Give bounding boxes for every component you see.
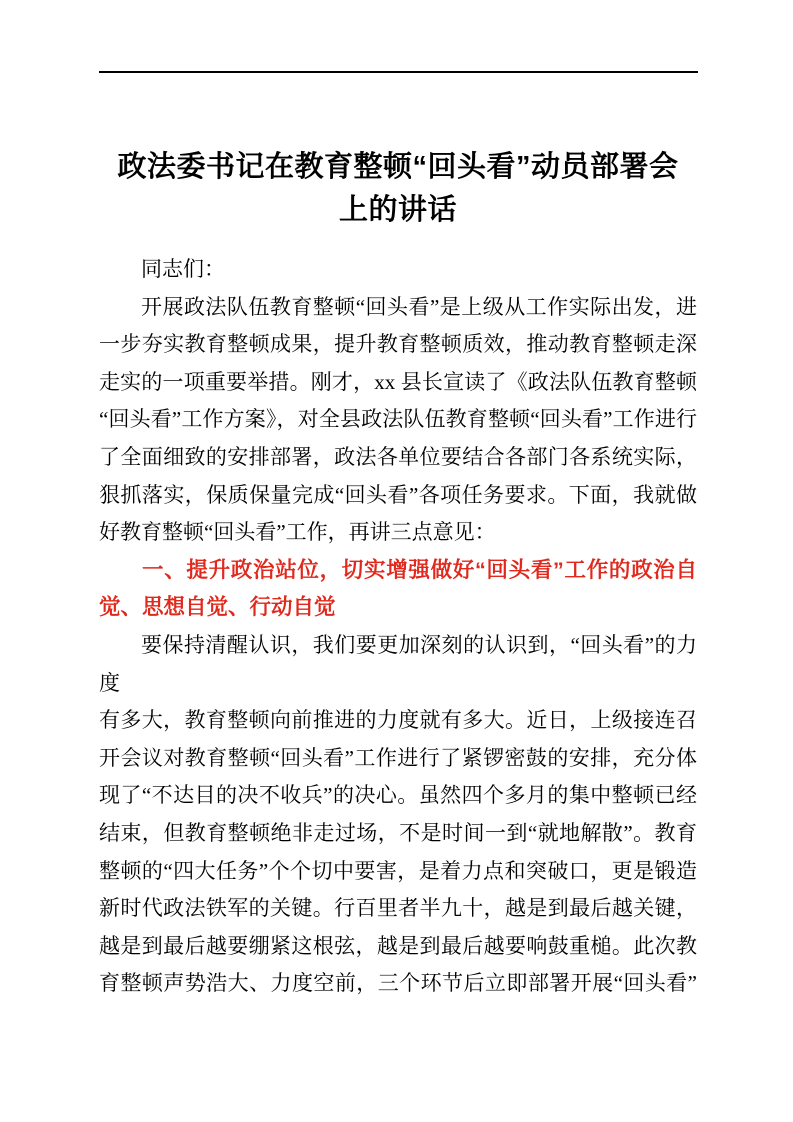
document-body [99, 251, 697, 1003]
text-line: 觉、思想自觉、行动自觉 [99, 595, 336, 620]
text-line: 育整顿声势浩大、力度空前，三个环节后立即部署开展“回头看” [99, 971, 697, 996]
text-line: 结束，但教育整顿绝非走过场，不是时间一到“就地解散”。教育 [99, 820, 697, 845]
salutation-paragraph [99, 251, 697, 289]
text-line: 新时代政法铁军的关键。行百里者半九十，越是到最后越关键， [99, 896, 697, 921]
text-line: “回头看”工作方案》，对全县政法队伍教育整顿“回头看”工作进行 [99, 407, 697, 432]
text-line: 了全面细致的安排部署，政法各单位要结合各部门各系统实际， [99, 444, 697, 469]
title-line: 政法委书记在教育整顿“回头看”动员部署会 [117, 151, 679, 183]
document-title [99, 146, 697, 232]
text-line: 走实的一项重要举措。刚才，xx 县长宣读了《政法队伍教育整顿 [99, 369, 697, 394]
text-line: 要保持清醒认识，我们要更加深刻的认识到，“回头看”的力度 [99, 632, 697, 695]
title-line: 上的讲话 [338, 194, 457, 226]
text-line: 现了“不达目的决不收兵”的决心。虽然四个多月的集中整顿已经 [99, 783, 697, 808]
body-paragraph-1 [99, 289, 697, 552]
text-line: 一步夯实教育整顿成果，提升教育整顿质效，推动教育整顿走深 [99, 332, 697, 357]
header-rule [99, 71, 698, 73]
document-content [99, 146, 697, 1003]
section-heading-1 [99, 552, 697, 627]
text-line: 开会议对教育整顿“回头看”工作进行了紧锣密鼓的安排，充分体 [99, 745, 697, 770]
text-line: 一、提升政治站位，切实增强做好“回头看”工作的政治自 [142, 557, 697, 582]
text-line: 有多大，教育整顿向前推进的力度就有多大。近日，上级接连召 [99, 708, 697, 733]
text-line: 同志们： [141, 257, 225, 281]
text-line: 狠抓落实，保质保量完成“回头看”各项任务要求。下面，我就做 [99, 482, 697, 507]
body-paragraph-2 [99, 627, 697, 1003]
text-line: 好教育整顿“回头看”工作，再讲三点意见： [99, 520, 496, 545]
text-line: 越是到最后越要绷紧这根弦，越是到最后越要响鼓重槌。此次教 [99, 933, 697, 958]
text-line: 开展政法队伍教育整顿“回头看”是上级从工作实际出发，进 [141, 294, 697, 319]
text-line: 整顿的“四大任务”个个切中要害，是着力点和突破口，更是锻造 [99, 858, 697, 883]
